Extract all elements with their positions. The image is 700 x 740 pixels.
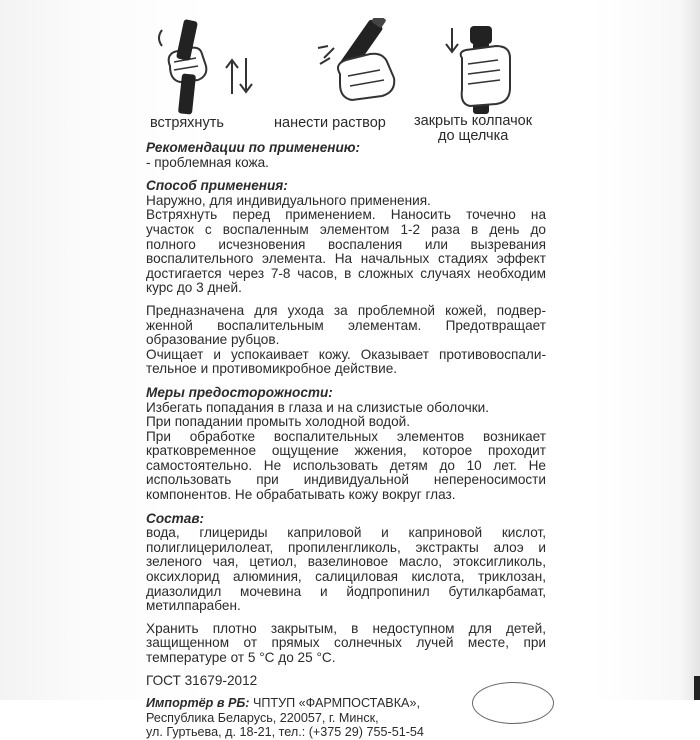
method-line: Наружно, для индивидуального применения. (146, 192, 431, 208)
purpose-line: женной воспалительным элементам. Предотвращает (146, 317, 546, 333)
apply-solution-icon (300, 18, 420, 118)
composition-heading: Состав: (146, 510, 205, 526)
composition-line: полиглицерилолеат, пропиленгликоль, экстракты алоэ и (146, 539, 546, 555)
importer-line2: Республика Беларусь, 220057, г. Минск, (146, 710, 379, 725)
composition-line: вода, глицериды каприловой и каприновой кислот, (146, 525, 546, 541)
method-line: достигается через 7-8 часов, в сложных случаях необходим (146, 265, 546, 281)
usage-icons-row (140, 18, 580, 118)
instructions-text (146, 141, 546, 740)
composition-line: оксихлорид алюминия, салициловая кислота, триклозан, (146, 569, 546, 585)
storage-line: защищенном от прямых солнечных лучей месте, при (146, 635, 546, 651)
barcode-edge (694, 676, 700, 700)
importer-line3: ул. Гуртьева, д. 18-21, тел.: (+375 29) 755-51-54 (146, 725, 424, 740)
shake-icon (150, 18, 270, 118)
importer-name: ЧПТУП «ФАРМПОСТАВКА», (249, 696, 420, 711)
precautions-heading: Меры предосторожности: (146, 384, 333, 400)
recommendations-item: - проблемная кожа. (146, 154, 269, 170)
method-line: Встряхнуть перед применением. Наносить точечно на (146, 207, 546, 223)
precautions-line: Избегать попадания в глаза и на слизистые оболочки. (146, 399, 490, 415)
purpose-line: тельное и противомикробное действие. (146, 361, 398, 377)
precautions-line: кратковременное ощущение жжения, которое проходит (146, 443, 546, 459)
storage-line: Хранить плотно закрытым, в недоступном для детей, (146, 620, 546, 636)
purpose-line: Предназначена для ухода за проблемной кожей, подвер- (146, 302, 546, 318)
composition-line: зеленого чая, цетиол, вазелиновое масло, этоксигликоль, (146, 554, 546, 570)
recommendations-heading: Рекомендации по применению: (146, 140, 361, 155)
composition-line: метилпарабен. (146, 598, 241, 614)
precautions-line: использовать при индивидуальной непереносимости (146, 472, 546, 488)
caption-close-cap-line2: до щелчка (438, 128, 509, 144)
method-heading: Способ применения: (146, 178, 288, 194)
precautions-line: самостоятельно. Не использовать детям до 10 лет. Не (146, 457, 546, 473)
method-line: воспалительного элемента. На начальных стадиях эффект (146, 251, 546, 267)
caption-close-cap-line1: закрыть колпачок (414, 113, 533, 129)
precautions-line: компонентов. Не обрабатывать кожу вокруг глаз. (146, 487, 456, 503)
precautions-line: При попадании промыть холодной водой. (146, 414, 411, 430)
purpose-line: образование рубцов. (146, 332, 280, 348)
importer-label: Импортёр в РБ: (146, 696, 250, 711)
purpose-line: Очищает и успокаивает кожу. Оказывает противовоспали- (146, 346, 546, 362)
standard-code: ГОСТ 31679-2012 (146, 672, 258, 688)
storage-line: температуре от 5 °С до 25 °С. (146, 650, 336, 665)
caption-apply: нанести раствор (274, 115, 386, 131)
composition-line: диазолидил мочевина и йодпропинил бутилкарбамат, (146, 583, 546, 599)
certification-seal (472, 682, 554, 724)
method-line: участок с воспаленным элементом 1-2 раза в день до (146, 221, 546, 237)
close-cap-icon (440, 18, 560, 118)
method-line: курс до 3 дней. (146, 280, 242, 296)
page-edge-shadow (680, 0, 700, 700)
caption-shake: встряхнуть (150, 115, 224, 131)
method-line: полного исчезновения воспаления или вызревания (146, 236, 546, 252)
precautions-line: При обработке воспалительных элементов возникает (146, 428, 546, 444)
